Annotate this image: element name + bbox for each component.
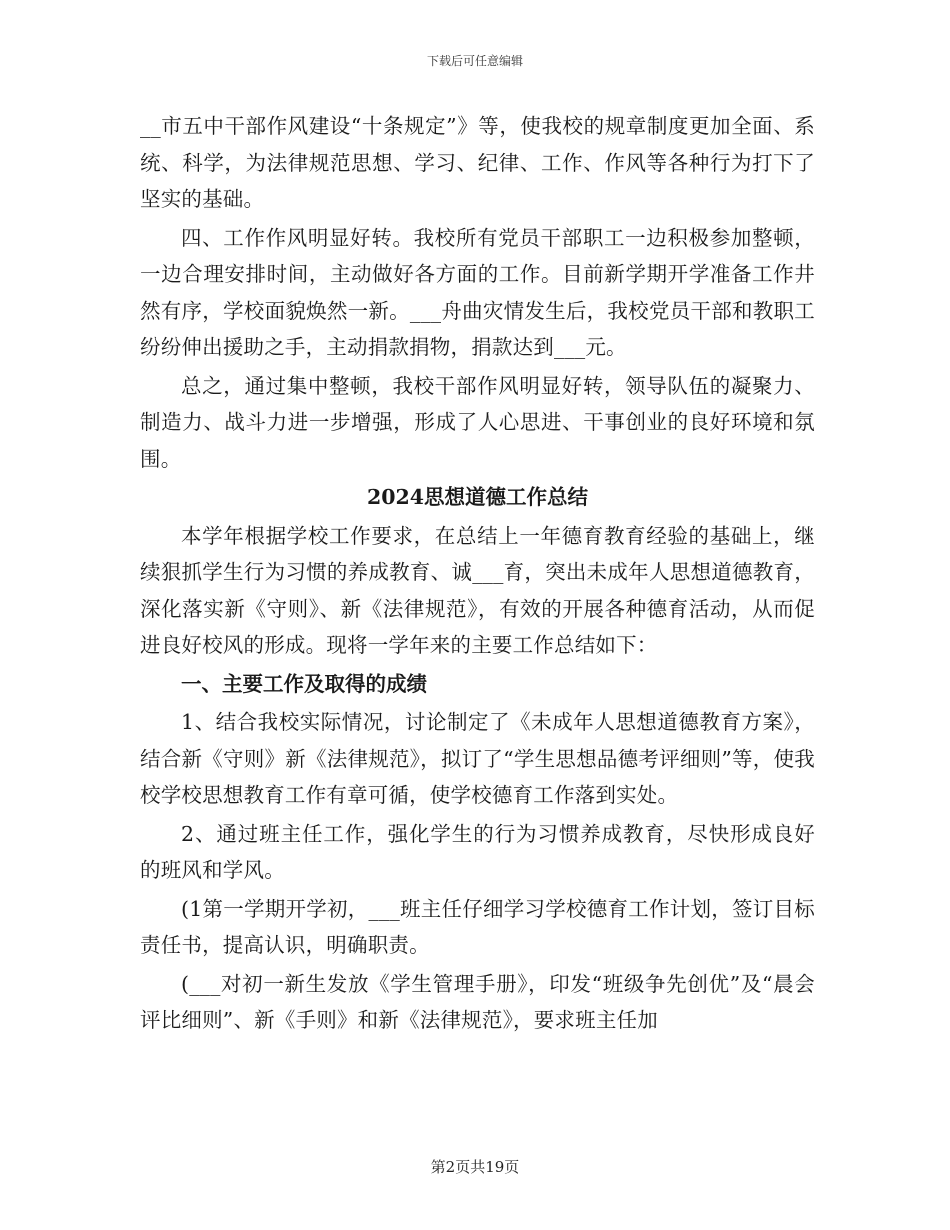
paragraph-item-1: 1、结合我校实际情况，讨论制定了《未成年人思想道德教育方案》，结合新《守则》新《法律规范》，拟订了“学生思想品德考评细则”等，使我校学校思想教育工作有章可循，使学校德育工作落到实处。 <box>140 710 815 807</box>
page-number: 第2页共19页 <box>430 1158 520 1176</box>
paragraph-item-2: 2、通过班主任工作，强化学生的行为习惯养成教育，尽快形成良好的班风和学风。 <box>140 821 815 882</box>
document-title: 2024思想道德工作总结 <box>366 485 589 509</box>
page-header-note: 下载后可任意编辑 <box>426 54 523 68</box>
paragraph-subitem-1: (1第一学期开学初，___班主任仔细学习学校德育工作计划，签订目标责任书，提高认识，明确职责。 <box>140 896 815 957</box>
paragraph-work-style: 四、工作作风明显好转。我校所有党员干部职工一边积极参加整顿，一边合理安排时间，主动做好各方面的工作。目前新学期开学准备工作井然有序，学校面貌焕然一新。___舟曲灾情发生后，我校党员干部和教职工纷纷伸出援助之手，主动捐款捐物，捐款达到___元。 <box>140 225 815 359</box>
paragraph-regulations: __市五中干部作风建设“十条规定”》等，使我校的规章制度更加全面、系统、科学，为法律规范思想、学习、纪律、工作、作风等各种行为打下了坚实的基础。 <box>140 114 815 211</box>
paragraph-intro: 本学年根据学校工作要求，在总结上一年德育教育经验的基础上，继续狠抓学生行为习惯的养成教育、诚___育，突出未成年人思想道德教育，深化落实新《守则》、新《法律规范》，有效的开展各种德育活动，从而促进良好校风的形成。现将一学年来的主要工作总结如下： <box>140 523 815 657</box>
document-body <box>140 108 815 1039</box>
paragraph-subitem-2: (___对初一新生发放《学生管理手册》，印发“班级争先创优”及“晨会评比细则”、新《手则》和新《法律规范》，要求班主任加 <box>140 971 815 1032</box>
section-heading: 一、主要工作及取得的成绩 <box>181 671 427 696</box>
paragraph-conclusion: 总之，通过集中整顿，我校干部作风明显好转，领导队伍的凝聚力、制造力、战斗力进一步增强，形成了人心思进、干事创业的良好环境和氛围。 <box>140 373 815 471</box>
